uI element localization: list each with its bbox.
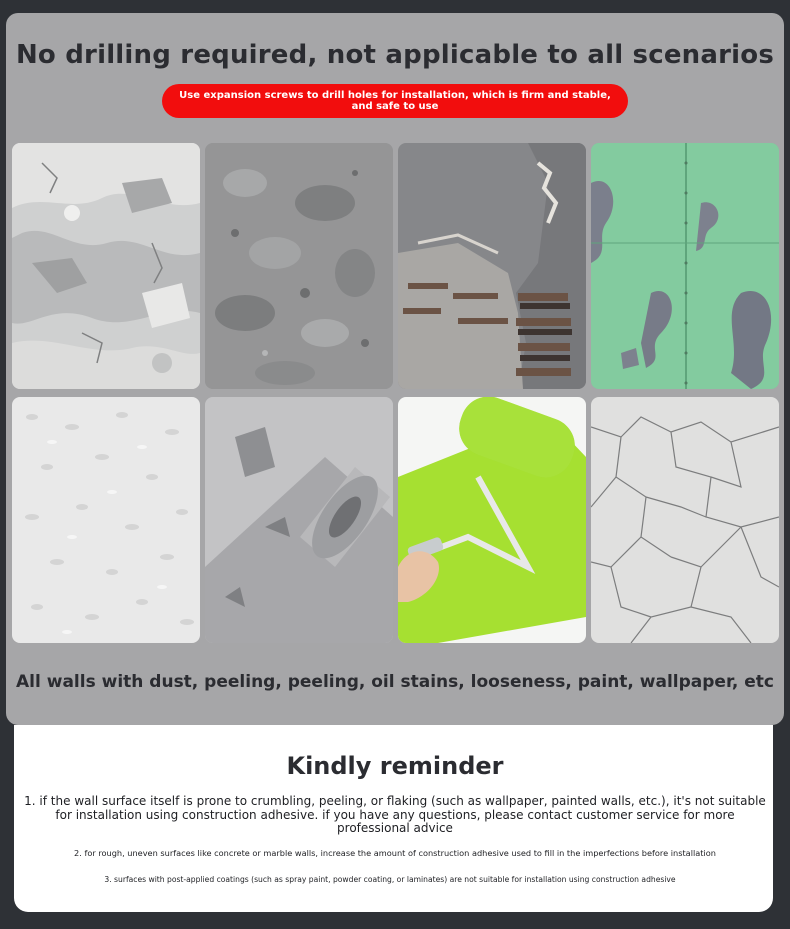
applicable-walls-caption: All walls with dust, peeling, peeling, oil stains, looseness, paint, wallpaper, etc bbox=[16, 672, 774, 692]
paint-roller-image bbox=[398, 397, 586, 643]
wallpaper-roll-image bbox=[205, 397, 393, 643]
damaged-brick-wall-image bbox=[398, 143, 586, 389]
cracked-wall-image bbox=[591, 397, 779, 643]
installation-warning-badge: Use expansion screws to drill holes for installation, which is firm and stable, and safe to use bbox=[162, 84, 628, 118]
headline: No drilling required, not applicable to all scenarios bbox=[15, 40, 775, 70]
reminder-note-1: 1. if the wall surface itself is prone to crumbling, peeling, or flaking (such as wallpaper, painted walls, etc.), it's not suitable for installation using construction adhesive. if you have any questions, please contact customer service for more professional advice bbox=[24, 794, 766, 835]
reminder-title: Kindly reminder bbox=[286, 752, 504, 780]
textured-concrete-wall-image bbox=[205, 143, 393, 389]
reminder-note-3: 3. surfaces with post-applied coatings (such as spray paint, powder coating, or laminates) are not suitable for installation using construction adhesive bbox=[104, 875, 676, 884]
white-textured-wall-image bbox=[12, 397, 200, 643]
peeling-plaster-wall-image bbox=[12, 143, 200, 389]
reminder-note-2: 2. for rough, uneven surfaces like concrete or marble walls, increase the amount of construction adhesive used to fill in the imperfections before installation bbox=[74, 848, 716, 858]
peeling-green-paint-wall-image bbox=[591, 143, 779, 389]
